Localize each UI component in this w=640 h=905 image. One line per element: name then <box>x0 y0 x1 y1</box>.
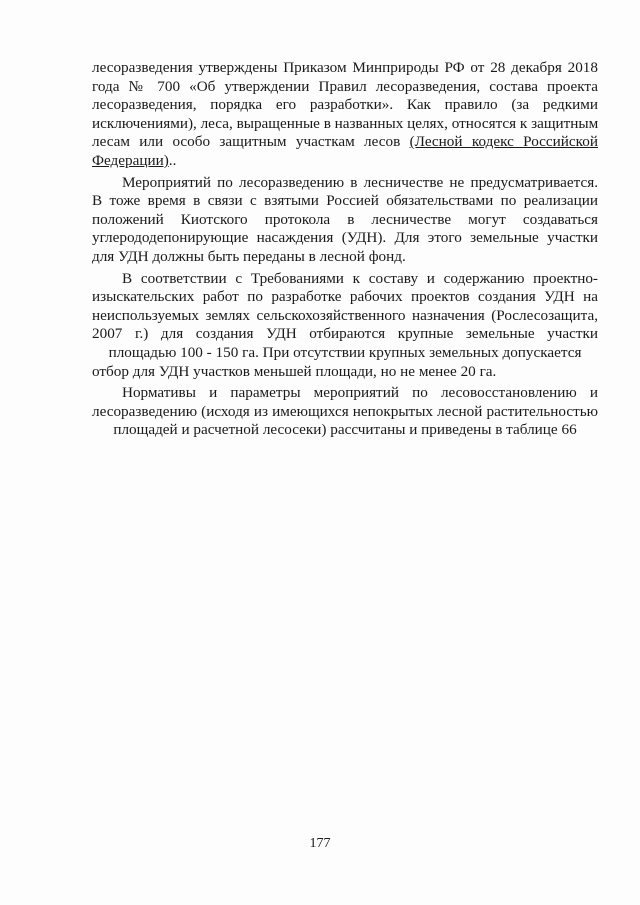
text-line: года № 700 «Об утверждении Правил лесоразведения, состава проекта <box>92 77 598 95</box>
paragraph-1 <box>92 59 598 171</box>
text-line: 2007 г.) для создания УДН отбираются крупные земельные участки <box>92 325 598 343</box>
text-line: лесоразведению (исходя из имеющихся непокрытых лесной растительностью <box>92 402 598 420</box>
text-line: площадью 100 - 150 га. При отсутствии крупных земельных допускается <box>108 343 582 361</box>
page-number: 177 <box>309 836 331 851</box>
text-line: Нормативы и параметры мероприятий по лесовосстановлению и <box>122 384 598 402</box>
text-line: для УДН должны быть переданы в лесной фонд. <box>92 247 406 265</box>
text-line-with-link-end: Федерации).. <box>92 151 177 169</box>
paragraph-2 <box>92 174 598 267</box>
text-line: неиспользуемых землях сельскохозяйственного назначения (Рослесозащита, <box>92 306 598 324</box>
text-line: лесоразведения утверждены Приказом Минприроды РФ от 28 декабря 2018 <box>92 59 598 76</box>
text-line: отбор для УДН участков меньшей площади, но не менее 20 га. <box>92 362 497 380</box>
paragraph-3 <box>92 270 598 382</box>
body-text <box>92 59 598 440</box>
text-line: лесоразведения, порядка его разработки». Как правило (за редкими <box>92 96 598 114</box>
text-line: углерододепонирующие насаждения (УДН). Для этого земельные участки <box>92 229 598 247</box>
text-line: положений Киотского протокола в лесничестве могут создаваться <box>92 210 598 228</box>
text-line: В соответствии с Требованиями к составу и содержанию проектно- <box>122 269 598 287</box>
text-line: В тоже время в связи с взятыми Россией обязательствами по реализации <box>92 192 598 210</box>
paragraph-4 <box>92 384 598 440</box>
text-line-with-link: лесам или особо защитным участкам лесов (Лесной кодекс Российской <box>92 133 598 151</box>
law-reference-link: (Лесной кодекс Российской <box>409 133 598 151</box>
text-line: площадей и расчетной лесосеки) рассчитаны и приведены в таблице 66 <box>113 421 577 439</box>
text-line: Мероприятий по лесоразведению в лесничестве не предусматривается. <box>122 173 598 191</box>
law-reference-link-end: Федерации) <box>92 151 169 169</box>
text-line: исключениями), леса, выращенные в названных целях, относятся к защитным <box>92 114 599 132</box>
text-line: изыскательских работ по разработке рабочих проектов создания УДН на <box>92 288 598 306</box>
